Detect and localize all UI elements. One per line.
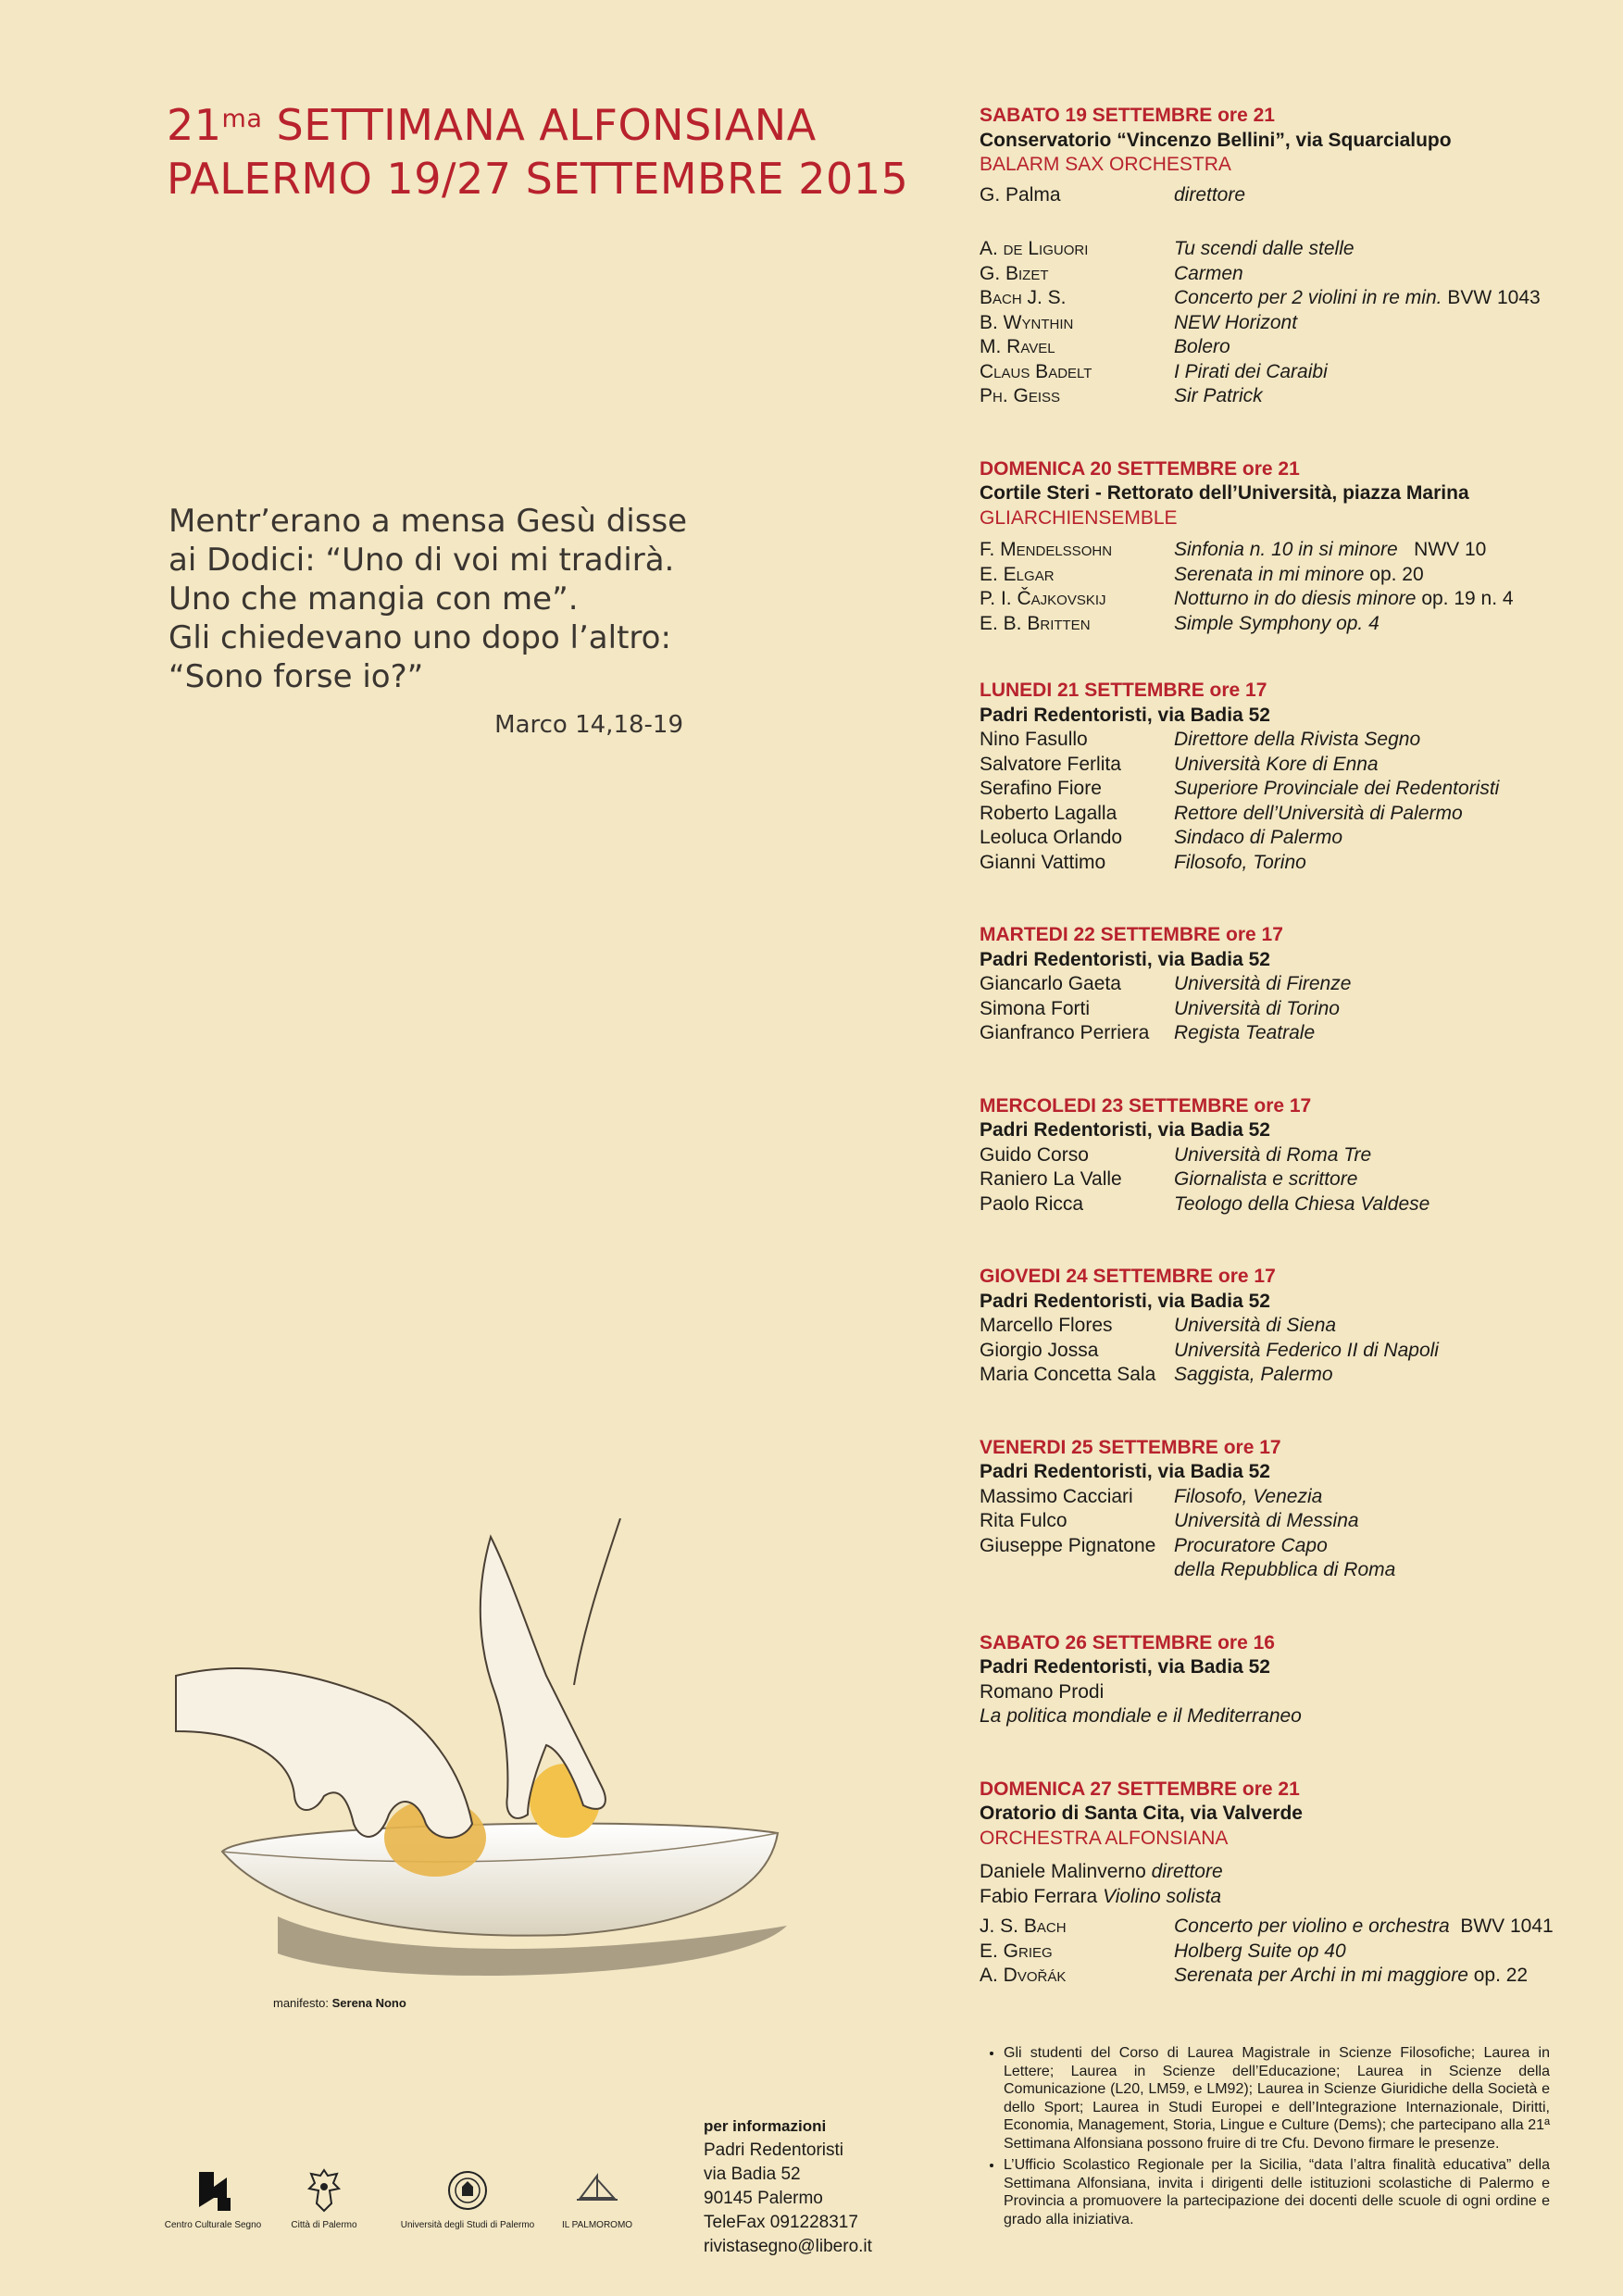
program-row: A. Dvořák Serenata per Archi in mi maggiore op. 22 [980, 1965, 1529, 1986]
event-venue: Padri Redentoristi, via Badia 52 [980, 1290, 1270, 1312]
quote-line: Gli chiedevano uno dopo l’altro: [169, 619, 671, 656]
footnotes [983, 2044, 1550, 2232]
speaker-name: Romano Prodi [980, 1680, 1105, 1703]
speaker-row: Roberto Lagalla Rettore dell’Università di Palermo [980, 802, 1463, 824]
event-venue: Oratorio di Santa Cita, via Valverde [980, 1803, 1303, 1824]
performer-line: Fabio Ferrara Violino solista [980, 1885, 1222, 1907]
speaker-row: Simona Forti Università di Torino [980, 997, 1340, 1019]
event-venue: Conservatorio “Vincenzo Bellini”, via Squarcialupo [980, 129, 1452, 151]
program-row: M. Ravel Bolero [980, 336, 1230, 357]
event-block [980, 457, 1591, 637]
event-block [980, 1436, 1591, 1583]
event-date: VENERDI 25 SETTEMBRE ore 17 [980, 1436, 1281, 1458]
program-row: G. Palma direttore [980, 183, 1246, 206]
program-row: Bach J. S. Concerto per 2 violini in re min. BVW 1043 [980, 287, 1541, 308]
program-row: J. S. Bach Concerto per violino e orchestra BWV 1041 [980, 1915, 1554, 1937]
logo-university: Università degli Studi di Palermo [398, 2166, 537, 2230]
speaker-row: Nino Fasullo Direttore della Rivista Segno [980, 729, 1421, 750]
title-line-1: $21^{ma}$ SETTIMANA ALFONSIANA [167, 100, 817, 150]
contact-email[interactable]: rivistasegno@libero.it [704, 2237, 872, 2256]
event-ensemble: ORCHESTRA ALFONSIANA [980, 1827, 1229, 1849]
program-row: P. I. Čajkovskij Notturno in do diesis minore op. 19 n. 4 [980, 588, 1514, 609]
speaker-row: Paolo Ricca Teologo della Chiesa Valdese [980, 1192, 1430, 1215]
program-row: G. Bizet Carmen [980, 262, 1243, 284]
event-venue: Padri Redentoristi, via Badia 52 [980, 704, 1270, 726]
hands-bowl-illustration [139, 1518, 861, 2000]
event-block [980, 679, 1591, 875]
university-seal-icon [445, 2166, 490, 2215]
event-venue: Padri Redentoristi, via Badia 52 [980, 1119, 1270, 1141]
event-block [980, 1094, 1591, 1217]
palm-logo-icon [569, 2166, 625, 2215]
speaker-row: Raniero La Valle Giornalista e scrittore [980, 1168, 1358, 1190]
contact-line: 90145 Palermo [704, 2189, 823, 2208]
arm-right [574, 1518, 620, 1685]
speaker-row: Salvatore Ferlita Università Kore di Enna [980, 753, 1379, 775]
program-row: F. Mendelssohn Sinfonia n. 10 in si minore NWV 10 [980, 539, 1487, 560]
contact-info [704, 2115, 872, 2259]
quote-line: Uno che mangia con me”. [169, 580, 579, 618]
speaker-row: della Repubblica di Roma [1174, 1559, 1396, 1580]
quote-line: Mentr’erano a mensa Gesù disse [169, 503, 688, 540]
speaker-row: Marcello Flores Università di Siena [980, 1315, 1337, 1336]
program-row: E. Elgar Serenata in mi minore op. 20 [980, 563, 1424, 585]
bowl [222, 1824, 778, 1936]
quote-line: “Sono forse io?” [169, 658, 424, 695]
program-row: B. Wynthin NEW Horizont [980, 311, 1298, 333]
event-date: DOMENICA 27 SETTEMBRE ore 21 [980, 1778, 1300, 1800]
quote-reference: Marco 14,18-19 [494, 711, 683, 739]
speaker-row: Leoluca Orlando Sindaco di Palermo [980, 827, 1343, 848]
event-block [980, 1631, 1591, 1729]
event-date: GIOVEDI 24 SETTEMBRE ore 17 [980, 1266, 1276, 1287]
program-row: Ph. Geiss Sir Patrick [980, 385, 1263, 406]
program-row: A. de Liguori Tu scendi dalle stelle [980, 238, 1355, 259]
speaker-row: Gianni Vattimo Filosofo, Torino [980, 851, 1306, 873]
event-venue: Cortile Steri - Rettorato dell’Università, piazza Marina [980, 482, 1469, 504]
event-date: MARTEDI 22 SETTEMBRE ore 17 [980, 924, 1283, 945]
contact-line: Padri Redentoristi [704, 2140, 844, 2160]
event-date: LUNEDI 21 SETTEMBRE ore 17 [980, 680, 1267, 701]
footnote-item: • Gli studenti del Corso di Laurea Magistrale in Scienze Filosofiche; Laurea in Lettere; Laurea in Scienze dell’Educazione; Laurea in Scienze della Comunicazione (L20, LM59, e LM92); Laurea in Scienze Giuridiche della Società e dello Sport; Laurea in Studi Europei e dell’Integrazione Internazionale, Diritti, Economia, Management, Storia, Lingue e Culture (Dems); che partecipano alla 21ª Settimana Alfonsiana possono fruire di tre Cfu. Devono firmare le presenze. [1004, 2044, 1550, 2152]
event-ensemble: GLIARCHIENSEMBLE [980, 506, 1178, 529]
program-row: E. B. Britten Simple Symphony op. 4 [980, 612, 1380, 634]
event-block [980, 923, 1591, 1046]
event-date: SABATO 19 SETTEMBRE ore 21 [980, 105, 1275, 126]
hand-left [176, 1668, 472, 1838]
logo-palmoromo: IL PALMOROMO [546, 2166, 648, 2230]
eagle-crest-icon [306, 2166, 343, 2215]
speaker-row: Maria Concetta Sala Saggista, Palermo [980, 1364, 1333, 1385]
speaker-row: Gianfranco Perriera Regista Teatrale [980, 1022, 1316, 1043]
poster-title [167, 98, 908, 206]
talk-title: La politica mondiale e il Mediterraneo [980, 1705, 1302, 1727]
event-date: DOMENICA 20 SETTEMBRE ore 21 [980, 457, 1300, 480]
event-date: SABATO 26 SETTEMBRE ore 16 [980, 1631, 1275, 1653]
event-venue: Padri Redentoristi, via Badia 52 [980, 1461, 1270, 1482]
speaker-row: Serafino Fiore Superiore Provinciale dei Redentoristi [980, 778, 1500, 799]
contact-line: TeleFax 091228317 [704, 2213, 858, 2232]
event-schedule [980, 104, 1591, 1989]
performer-line: Daniele Malinverno direttore [980, 1861, 1223, 1882]
speaker-row: Giancarlo Gaeta Università di Firenze [980, 973, 1352, 994]
event-block [980, 104, 1591, 409]
logo-segno: Centro Culturale Segno [157, 2166, 268, 2230]
title-line-2: PALERMO 19/27 SETTEMBRE 2015 [167, 154, 909, 204]
footnote-item: • L’Ufficio Scolastico Regionale per la Sicilia, “data l’altra finalità educativa” della Settimana Alfonsiana, invita i dirigenti delle istituzioni scolastiche di Palermo e Provincia a promuovere la partecipazione dei docenti delle scuole di ogni ordine e grado alla iniziativa. [1004, 2156, 1550, 2228]
event-venue: Padri Redentoristi, via Badia 52 [980, 1656, 1270, 1678]
sponsor-logos [157, 2166, 657, 2240]
contact-line: via Badia 52 [704, 2165, 801, 2184]
event-ensemble: BALARM SAX ORCHESTRA [980, 154, 1231, 175]
event-venue: Padri Redentoristi, via Badia 52 [980, 948, 1270, 970]
poster-credit: manifesto: Serena Nono [273, 1996, 406, 2010]
segno-logo-icon [190, 2166, 236, 2215]
speaker-row: Rita Fulco Università di Messina [980, 1510, 1359, 1531]
gospel-quote [169, 502, 715, 744]
program-row: E. Grieg Holberg Suite op 40 [980, 1940, 1346, 1962]
speaker-row: Guido Corso Università di Roma Tre [980, 1143, 1372, 1166]
speaker-row: Giuseppe Pignatone Procuratore Capo [980, 1534, 1328, 1556]
event-block [980, 1778, 1591, 1989]
program-row: Claus Badelt I Pirati dei Caraibi [980, 360, 1328, 382]
logo-palermo: Città di Palermo [268, 2166, 380, 2230]
contact-heading: per informazioni [704, 2117, 827, 2135]
event-date: MERCOLEDI 23 SETTEMBRE ore 17 [980, 1094, 1312, 1117]
speaker-row: Massimo Cacciari Filosofo, Venezia [980, 1485, 1323, 1507]
speaker-row: Giorgio Jossa Università Federico II di Napoli [980, 1339, 1439, 1361]
event-block [980, 1265, 1591, 1388]
quote-line: ai Dodici: “Uno di voi mi tradirà. [169, 542, 675, 579]
